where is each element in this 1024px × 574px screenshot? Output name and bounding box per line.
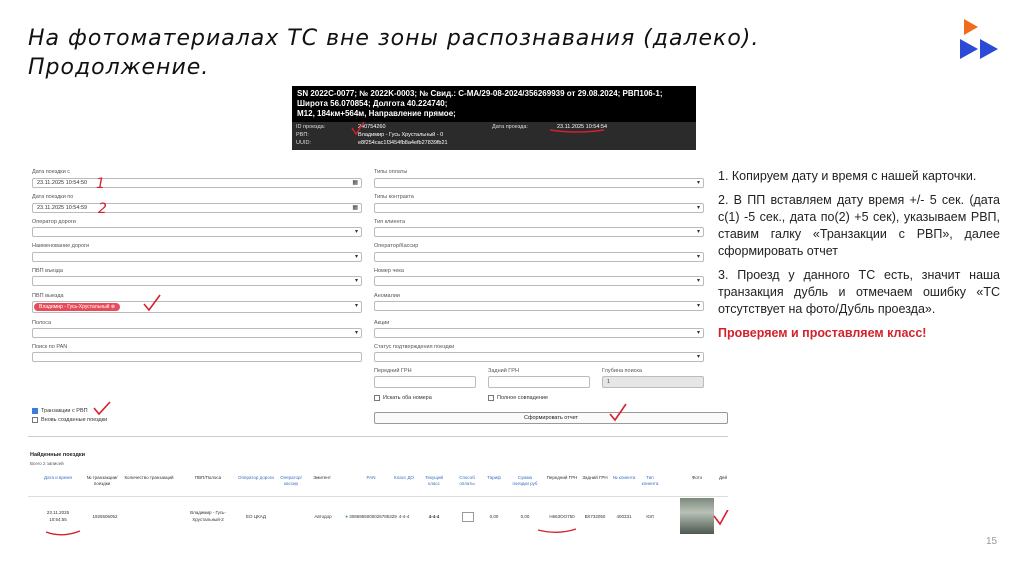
pvp-exit-tag-text: Владимир - Гусь-Хрустальный <box>39 304 110 310</box>
front-grn-input[interactable] <box>374 376 476 388</box>
card-uuid-label: UUID: <box>296 140 311 146</box>
date-from-label: Дата поездки с <box>32 169 71 175</box>
card-header-line1: SN 2022C-0077; № 2022K-0003; № Свид.: С-МА/29-08-2024/356269939 от 29.08.2024; РВП106-1; <box>297 89 663 98</box>
cell-pan: ● 3086955000026785329 <box>345 514 397 519</box>
rear-grn-label: Задний ГРН <box>488 368 519 374</box>
column-header: Дей <box>718 475 728 480</box>
cell-class-do: 4-4-4 <box>398 514 410 519</box>
cell-class-now: 4-4-4 <box>428 514 440 519</box>
column-header[interactable]: Оператор дороги <box>238 475 274 480</box>
chevron-down-icon: ▾ <box>354 254 358 260</box>
date-to-input[interactable] <box>32 203 362 213</box>
date-to-label: Дата поездки по <box>32 194 74 200</box>
column-header: Количество транзакций <box>124 475 174 480</box>
date-from-value: 23.11.2025 10:54:50 <box>37 180 88 186</box>
cell-trans-no: 1925506052 <box>92 514 118 519</box>
column-header[interactable]: Способ оплаты <box>459 475 475 486</box>
trip-status-label: Статус подтверждения поездки <box>374 344 455 350</box>
cell-road-operator: ЕО ЦКАД <box>246 514 266 519</box>
pvp-entry-label: ПВП въезда <box>32 268 63 274</box>
operator-road-label: Оператор дороги <box>32 219 76 225</box>
date-to-value: 23.11.2025 10:54:59 <box>37 205 88 211</box>
header-divider <box>28 496 728 497</box>
chevron-down-icon: ▾ <box>354 278 358 284</box>
report-filter-form <box>28 160 728 440</box>
manual-trips-checkbox[interactable] <box>32 417 38 423</box>
rvp-transactions-label: Транзакции с РВП <box>41 408 88 414</box>
cell-client-no: 400331 <box>616 514 632 519</box>
cell-client-type: ЮЛ <box>646 514 654 519</box>
operator-cashier-select[interactable] <box>374 252 704 262</box>
cell-pvp-line1: Владимир - Гусь- <box>190 510 226 515</box>
lane-label: Полоса <box>32 320 52 326</box>
pvp-exit-select[interactable] <box>32 301 362 313</box>
depth-label: Глубина поиска <box>602 368 642 374</box>
column-header[interactable]: PAN <box>366 475 376 480</box>
operator-road-select[interactable] <box>32 227 362 237</box>
chevron-down-icon: ▾ <box>696 303 700 309</box>
pan-label: Поиск по PAN <box>32 344 68 350</box>
cell-sum: 0,00 <box>520 514 530 519</box>
column-header[interactable]: Оператор/ кассир <box>280 475 302 486</box>
card-id-value: 240754260 <box>358 124 386 130</box>
instruction-highlight: Проверяем и проставляем класс! <box>718 326 927 340</box>
slide-title-line2: Продолжение. <box>28 55 210 80</box>
calendar-icon[interactable]: ▦ <box>352 205 358 211</box>
slide-title-line1: На фотоматериалах ТС вне зоны распознавания (далеко). <box>28 26 760 51</box>
rvp-transactions-checkbox[interactable] <box>32 408 38 414</box>
cell-pay-method[interactable] <box>462 512 474 522</box>
full-match-label: Полное совпадение <box>497 395 549 401</box>
calendar-icon[interactable]: ▦ <box>352 180 358 186</box>
contract-types-select[interactable] <box>374 203 704 213</box>
results-title: Найденные поездки <box>30 452 85 458</box>
search-both-checkbox[interactable] <box>374 395 380 401</box>
instruction-step1: 1. Копируем дату и время с нашей карточки. <box>718 169 977 183</box>
chevron-down-icon: ▾ <box>354 229 358 235</box>
date-from-input[interactable] <box>32 178 362 188</box>
column-header: Эмитент <box>313 475 331 480</box>
results-table <box>28 450 728 550</box>
column-header[interactable]: Текущий класс <box>425 475 443 486</box>
pvp-entry-select[interactable] <box>32 276 362 286</box>
column-header: № транзакции/ поездки <box>86 475 118 486</box>
instruction-step2: 2. В ПП вставляем дату время +/- 5 сек. (дата с(1) -5 сек., дата по(2) +5 сек), указываем РВП, ставим галку «Транзакции с РВП», далее сформировать отчет <box>718 193 1000 258</box>
brand-logo <box>958 17 1004 63</box>
column-header[interactable]: Дата и время <box>44 475 72 480</box>
column-header: ПВП/Полоса <box>194 475 222 480</box>
manual-trips-label: Вновь созданные поездки <box>41 417 108 423</box>
road-name-select[interactable] <box>32 252 362 262</box>
column-header[interactable]: Тип клиента <box>641 475 659 486</box>
chevron-down-icon: ▾ <box>696 330 700 336</box>
card-header-line3: М12, 184км+564м, Направление прямое; <box>297 109 456 118</box>
results-count: Всего 2 записей <box>30 461 64 466</box>
front-grn-label: Передний ГРН <box>374 368 412 374</box>
column-header: Задний ГРН <box>582 475 608 480</box>
cell-tariff: 0,00 <box>489 514 499 519</box>
anomalies-select[interactable] <box>374 301 704 311</box>
check-number-select[interactable] <box>374 276 704 286</box>
vehicle-card-header <box>292 86 696 122</box>
chevron-down-icon: ▾ <box>696 229 700 235</box>
instruction-step3: 3. Проезд у данного ТС есть, значит наша транзакция дубль и отмечаем ошибку «ТС отсутствует на фото/Дубль проезда». <box>718 268 1000 316</box>
anomalies-label: Аномалии <box>374 293 400 299</box>
chevron-down-icon: ▾ <box>354 330 358 336</box>
depth-value: 1 <box>607 379 611 385</box>
annotation-one: 1 <box>96 176 105 192</box>
generate-report-button[interactable]: Сформировать отчет <box>374 412 728 424</box>
cell-front-grn: Н663ОО750 <box>549 514 575 519</box>
cell-issuer: Автодор <box>314 514 332 519</box>
page-number: 15 <box>986 536 998 547</box>
column-header: Передний ГРН <box>546 475 578 480</box>
pvp-exit-label: ПВП выезда <box>32 293 64 299</box>
vehicle-card-panel <box>292 86 696 150</box>
pan-input[interactable] <box>32 352 362 362</box>
card-header-line2: Широта 56.070854; Долгота 40.224740; <box>297 99 448 108</box>
vehicle-photo-thumbnail[interactable] <box>680 498 714 534</box>
contract-types-label: Типы контракта <box>374 194 414 200</box>
column-header[interactable]: № клиента <box>612 475 636 480</box>
chevron-down-icon: ▾ <box>354 303 358 309</box>
chevron-down-icon: ▾ <box>696 254 700 260</box>
slide-title <box>28 24 888 82</box>
column-header[interactable]: Сумма поездки руб <box>512 475 538 486</box>
depth-input[interactable] <box>602 376 704 388</box>
full-match-checkbox[interactable] <box>488 395 494 401</box>
cell-pvp-line2: Хрустальный-2 <box>192 517 224 522</box>
operator-cashier-label: Оператор/Кассир <box>374 243 419 249</box>
promos-label: Акции <box>374 320 390 326</box>
cell-time: 10:54:55 <box>49 517 67 522</box>
road-name-label: Наименование дороги <box>32 243 90 249</box>
chevron-down-icon: ▾ <box>696 278 700 284</box>
cell-date: 23.11.2025 <box>46 510 70 515</box>
check-number-label: Номер чека <box>374 268 404 274</box>
column-header: Фото <box>691 475 703 480</box>
client-type-select[interactable] <box>374 227 704 237</box>
card-uuid-value: e8f254cac1f3454fb8a4efb27839fb21 <box>358 140 448 146</box>
form-divider <box>28 436 728 437</box>
card-rvp-label: РВП: <box>296 132 309 138</box>
trip-status-select[interactable] <box>374 352 704 362</box>
column-header[interactable]: Тариф <box>487 475 501 480</box>
rear-grn-input[interactable] <box>488 376 590 388</box>
card-rvp-value: Владимир - Гусь Хрустальный - 0 <box>358 132 444 138</box>
tag-close-icon[interactable]: ⊗ <box>110 304 116 310</box>
cell-pan-value: 3086955000026785329 <box>349 514 397 519</box>
instructions-panel <box>718 168 1000 349</box>
chevron-down-icon: ▾ <box>696 205 700 211</box>
payment-types-label: Типы оплаты <box>374 169 408 175</box>
cell-rear-grn: ВХ732050 <box>584 514 606 519</box>
search-both-label: Искать оба номера <box>383 395 432 401</box>
annotation-two: 2 <box>98 201 107 217</box>
lane-select[interactable] <box>32 328 362 338</box>
column-header[interactable]: Класс ДО <box>393 475 415 480</box>
card-date-value: 23.11.2025 10:54:54 <box>557 124 608 130</box>
chevron-down-icon: ▾ <box>696 180 700 186</box>
card-id-label: ID проезда: <box>296 124 326 130</box>
chevron-down-icon: ▾ <box>696 354 700 360</box>
card-date-label: Дата проезда: <box>492 124 528 130</box>
client-type-label: Тип клиента <box>374 219 406 225</box>
pvp-exit-tag[interactable] <box>34 303 120 311</box>
payment-types-select[interactable] <box>374 178 704 188</box>
promos-select[interactable] <box>374 328 704 338</box>
